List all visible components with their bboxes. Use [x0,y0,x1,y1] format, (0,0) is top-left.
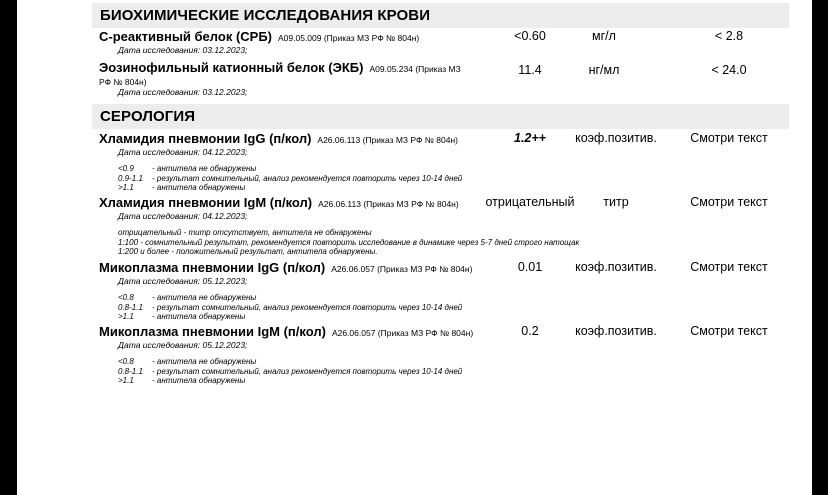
note-text: - антитела обнаружены [152,183,246,192]
note-text: - антитела обнаружены [152,312,246,321]
test-date: Дата исследования: 03.12.2023; [118,45,248,55]
test-title [99,259,472,277]
note-text: - антитела обнаружены [152,376,246,385]
test-title [99,323,473,341]
test-code: A09.05.009 (Приказ МЗ РФ № 804н) [278,33,420,43]
report-page [17,0,812,495]
section-header-biochem [92,3,789,28]
test-unit: титр [603,195,629,209]
note-range: >1.1 [118,312,134,321]
test-row-mycoplasma-igg [99,259,789,323]
test-name: Хламидия пневмонии IgG (п/кол) [99,131,312,146]
note-text: - результат сомнительный, анализ рекомендуется повторить через 10-14 дней [152,366,463,376]
note-range: <0.8 [118,357,134,366]
test-reference: Смотри текст [690,324,768,338]
test-date: Дата исследования: 04.12.2023; [118,211,248,221]
test-title [99,28,419,46]
note-text: - результат сомнительный, анализ рекомендуется повторить через 10-14 дней [152,302,463,312]
test-title [99,130,458,148]
section-header-serology [92,104,789,129]
reference-notes [118,228,579,257]
note-row [118,164,462,174]
test-reference: Смотри текст [690,195,768,209]
test-code: A26.06.057 (Приказ МЗ РФ № 804н) [331,264,473,274]
note-row [118,367,462,377]
test-code: A26.06.113 (Приказ МЗ РФ № 804н) [317,135,458,145]
test-reference: Смотри текст [690,260,768,274]
note-range: <0.9 [118,164,134,173]
test-value: <0.60 [514,29,546,43]
test-name: Хламидия пневмонии IgM (п/кол) [99,195,313,210]
test-reference: < 2.8 [714,29,744,43]
note-row [118,357,462,367]
test-unit: коэф.позитив. [575,324,657,338]
test-reference: Смотри текст [690,131,768,145]
test-date: Дата исследования: 05.12.2023; [118,276,248,286]
test-unit: коэф.позитив. [575,260,657,274]
reference-notes [118,293,462,322]
reference-notes [118,164,462,193]
note-row [118,312,462,322]
test-name: Микоплазма пневмонии IgM (п/кол) [99,324,326,339]
test-name: Эозинофильный катионный белок (ЭКБ) [99,60,364,75]
section-title: БИОХИМИЧЕСКИЕ ИССЛЕДОВАНИЯ КРОВИ [100,7,431,24]
note-range: >1.1 [118,376,134,385]
note-text: - результат сомнительный, анализ рекомендуется повторить через 10-14 дней [152,173,463,183]
test-unit: нг/мл [588,63,620,77]
note-text: - антитела не обнаружены [152,357,257,366]
test-value: отрицательный [485,195,575,209]
note-range: <0.8 [118,293,134,302]
test-name: С-реактивный белок (СРБ) [99,29,272,44]
test-reference: < 24.0 [711,63,747,77]
note-range: 0.8-1.1 [118,366,143,376]
test-unit: коэф.позитив. [575,131,657,145]
test-title [99,62,469,88]
test-date: Дата исследования: 03.12.2023; [118,87,248,97]
test-row-crp [99,28,789,60]
test-date: Дата исследования: 05.12.2023; [118,340,248,350]
note-row [118,303,462,313]
test-title [99,194,459,212]
reference-notes [118,357,462,386]
note-range: >1.1 [118,183,134,192]
test-row-ecp [99,62,789,98]
test-code: A26.06.057 (Приказ МЗ РФ № 804н) [331,328,474,338]
test-value: 1.2++ [514,131,546,145]
note-text: - антитела не обнаружены [152,164,257,173]
note-range: 0.9-1.1 [118,173,143,183]
note-text: - антитела не обнаружены [152,293,257,302]
note-row [118,183,462,193]
note-row [118,293,462,303]
test-name: Микоплазма пневмонии IgG (п/кол) [99,260,326,275]
note-line: 1:200 и более - положительный результат, антитела обнаружены. [118,247,378,256]
test-code: A26.06.113 (Приказ МЗ РФ № 804н) [318,199,459,209]
test-value: 0.01 [517,260,543,274]
test-code: A09.05.234 (Приказ МЗ РФ № 804н) [99,64,461,87]
test-row-mycoplasma-igm [99,323,789,387]
test-row-chlamydia-igg [99,130,789,194]
test-value: 11.4 [518,63,542,77]
note-row [118,174,462,184]
note-line: 1:100 - сомнительный результат, рекомендуется повторить исследование в динамике через 5-7 дней строго натощак [118,237,580,247]
test-unit: мг/л [592,29,616,43]
section-title: СЕРОЛОГИЯ [100,108,196,125]
note-range: 0.8-1.1 [118,302,143,312]
note-row [118,376,462,386]
test-row-chlamydia-igm [99,194,789,258]
test-date: Дата исследования: 04.12.2023; [118,147,248,157]
test-value: 0.2 [521,324,539,338]
note-line: отрицательный - титр отсутствует, антитела не обнаружены [118,228,372,237]
